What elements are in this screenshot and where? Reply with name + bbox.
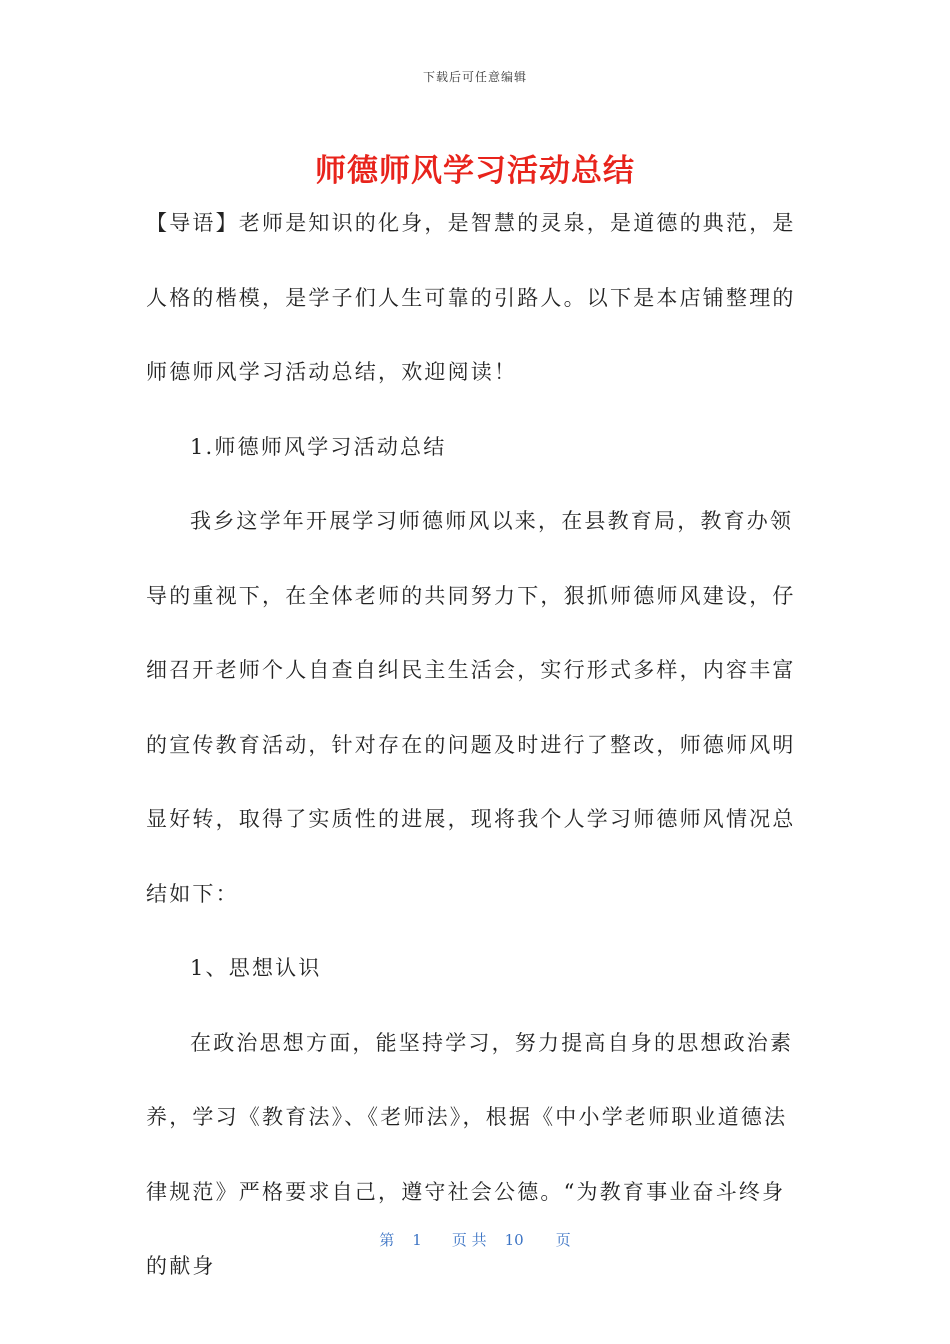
body-paragraph: 在政治思想方面，能坚持学习，努力提高自身的思想政治素养，学习《教育法》、《老师法》，根据《中小学老师职业道德法律规范》严格要求自己，遵守社会公德。“为教育事业奋斗终身的献身 bbox=[146, 1030, 794, 1278]
footer-middle: 页 共 bbox=[451, 1231, 487, 1249]
subsection-heading: 1、思想认识 bbox=[190, 956, 322, 980]
document-body bbox=[146, 186, 806, 1304]
page-footer bbox=[0, 1229, 950, 1250]
footer-suffix: 页 bbox=[555, 1231, 571, 1249]
footer-prefix: 第 bbox=[379, 1231, 395, 1249]
intro-paragraph: 【导语】老师是知识的化身，是智慧的灵泉，是道德的典范，是人格的楷模，是学子们人生可靠的引路人。以下是本店铺整理的师德师风学习活动总结，欢迎阅读！ bbox=[146, 211, 796, 384]
document-title: 师德师风学习活动总结 bbox=[315, 153, 635, 189]
section-heading: 1.师德师风学习活动总结 bbox=[190, 434, 447, 459]
footer-current-page: 1 bbox=[412, 1231, 422, 1249]
header-note: 下载后可任意编辑 bbox=[422, 70, 527, 84]
body-paragraph: 我乡这学年开展学习师德师风以来，在县教育局，教育办领导的重视下，在全体老师的共同努力下，狠抓师德师风建设，仔细召开老师个人自查自纠民主生活会，实行形式多样，内容丰富的宣传教育活动，针对存在的问题及时进行了整改，师德师风明显好转，取得了实质性的进展，现将我个人学习师德师风情况总结如下： bbox=[146, 509, 796, 906]
footer-total-pages: 10 bbox=[504, 1231, 524, 1249]
